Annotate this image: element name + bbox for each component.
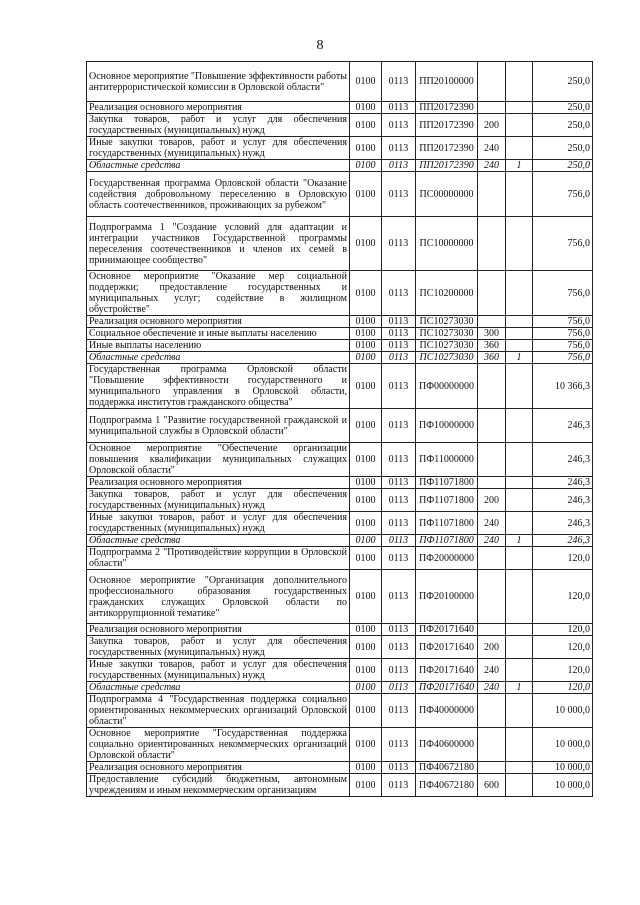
row-source-code [506, 316, 533, 328]
row-amount: 250,0 [533, 62, 593, 102]
row-pr-code: 0113 [382, 636, 416, 659]
row-name: Областные средства [87, 682, 350, 694]
row-name: Подпрограмма 1 "Создание условий для адаптации и интеграции участников Государственной программы переселения соотечественников и членов их семей в принимающее сообщество" [87, 217, 350, 271]
row-name: Областные средства [87, 160, 350, 172]
row-rz-code: 0100 [350, 217, 382, 271]
row-amount: 246,3 [533, 535, 593, 547]
table-row [87, 659, 593, 682]
row-amount: 250,0 [533, 160, 593, 172]
row-vr-code: 360 [478, 352, 506, 364]
row-vr-code: 240 [478, 137, 506, 160]
row-amount: 120,0 [533, 682, 593, 694]
row-csr-code: ПП20172390 [416, 114, 478, 137]
row-name: Иные закупки товаров, работ и услуг для обеспечения государственных (муниципальных) нужд [87, 659, 350, 682]
row-source-code [506, 512, 533, 535]
row-pr-code: 0113 [382, 512, 416, 535]
row-csr-code: ПС00000000 [416, 172, 478, 217]
row-pr-code: 0113 [382, 409, 416, 443]
row-csr-code: ПП20172390 [416, 102, 478, 114]
table-row [87, 160, 593, 172]
row-name: Государственная программа Орловской области "Повышение эффективности государственного и муниципального управления в Орловской области, поддержка институтов гражданского общества" [87, 364, 350, 409]
table-row [87, 217, 593, 271]
row-name: Основное мероприятие "Оказание мер социальной поддержки; предоставление государственных и муниципальных услуг; содействие в жилищном обустройстве" [87, 271, 350, 316]
table-row [87, 364, 593, 409]
table-row [87, 774, 593, 797]
row-pr-code: 0113 [382, 328, 416, 340]
row-vr-code [478, 271, 506, 316]
row-csr-code: ПС10273030 [416, 352, 478, 364]
row-rz-code: 0100 [350, 328, 382, 340]
table-row [87, 535, 593, 547]
row-source-code [506, 409, 533, 443]
row-amount: 120,0 [533, 624, 593, 636]
page-number: 8 [316, 38, 324, 53]
budget-table [86, 61, 593, 797]
row-pr-code: 0113 [382, 102, 416, 114]
row-name: Подпрограмма 4 "Государственная поддержка социально ориентированных некоммерческих организаций Орловской области" [87, 694, 350, 728]
row-vr-code [478, 694, 506, 728]
row-vr-code [478, 477, 506, 489]
row-amount: 756,0 [533, 271, 593, 316]
row-rz-code: 0100 [350, 137, 382, 160]
row-csr-code: ПФ20100000 [416, 570, 478, 624]
table-row [87, 114, 593, 137]
row-vr-code: 360 [478, 340, 506, 352]
row-pr-code: 0113 [382, 762, 416, 774]
row-pr-code: 0113 [382, 340, 416, 352]
row-vr-code [478, 762, 506, 774]
row-csr-code: ПФ20171640 [416, 682, 478, 694]
row-rz-code: 0100 [350, 694, 382, 728]
row-vr-code: 240 [478, 160, 506, 172]
row-pr-code: 0113 [382, 624, 416, 636]
row-vr-code [478, 62, 506, 102]
row-amount: 10 000,0 [533, 762, 593, 774]
row-name: Социальное обеспечение и иные выплаты населению [87, 328, 350, 340]
row-vr-code [478, 172, 506, 217]
row-pr-code: 0113 [382, 160, 416, 172]
row-pr-code: 0113 [382, 659, 416, 682]
row-pr-code: 0113 [382, 217, 416, 271]
table-row [87, 352, 593, 364]
row-amount: 246,3 [533, 512, 593, 535]
table-row [87, 624, 593, 636]
row-amount: 10 000,0 [533, 774, 593, 797]
row-csr-code: ПФ11071800 [416, 535, 478, 547]
row-csr-code: ПФ20171640 [416, 636, 478, 659]
row-rz-code: 0100 [350, 172, 382, 217]
table-row [87, 762, 593, 774]
row-rz-code: 0100 [350, 364, 382, 409]
row-rz-code: 0100 [350, 547, 382, 570]
row-source-code [506, 547, 533, 570]
row-rz-code: 0100 [350, 728, 382, 762]
table-row [87, 489, 593, 512]
row-amount: 120,0 [533, 659, 593, 682]
row-rz-code: 0100 [350, 762, 382, 774]
row-source-code [506, 328, 533, 340]
row-name: Основное мероприятие "Обеспечение организации повышения квалификации муниципальных служащих Орловской области" [87, 443, 350, 477]
row-vr-code [478, 443, 506, 477]
row-csr-code: ПФ40600000 [416, 728, 478, 762]
row-vr-code [478, 102, 506, 114]
row-source-code [506, 728, 533, 762]
row-csr-code: ПС10000000 [416, 217, 478, 271]
row-amount: 756,0 [533, 352, 593, 364]
row-rz-code: 0100 [350, 636, 382, 659]
row-csr-code: ПФ00000000 [416, 364, 478, 409]
row-name: Основное мероприятие "Организация дополнительного профессионального образования государственных гражданских служащих Орловской области по антикоррупционной тематике" [87, 570, 350, 624]
row-name: Иные закупки товаров, работ и услуг для обеспечения государственных (муниципальных) нужд [87, 137, 350, 160]
row-source-code [506, 659, 533, 682]
row-name: Основное мероприятие "Повышение эффективности работы антитеррористической комиссии в Орловской области" [87, 62, 350, 102]
row-rz-code: 0100 [350, 102, 382, 114]
row-rz-code: 0100 [350, 316, 382, 328]
row-csr-code: ПФ20171640 [416, 624, 478, 636]
row-vr-code [478, 364, 506, 409]
row-name: Основное мероприятие "Государственная поддержка социально ориентированных некоммерческих организаций Орловской области" [87, 728, 350, 762]
row-amount: 756,0 [533, 172, 593, 217]
row-vr-code: 200 [478, 489, 506, 512]
row-source-code [506, 762, 533, 774]
table-row [87, 477, 593, 489]
row-amount: 756,0 [533, 328, 593, 340]
row-name: Реализация основного мероприятия [87, 477, 350, 489]
table-row [87, 102, 593, 114]
row-rz-code: 0100 [350, 477, 382, 489]
row-pr-code: 0113 [382, 137, 416, 160]
row-vr-code [478, 728, 506, 762]
table-row [87, 570, 593, 624]
row-rz-code: 0100 [350, 512, 382, 535]
row-vr-code: 240 [478, 512, 506, 535]
row-pr-code: 0113 [382, 570, 416, 624]
row-vr-code [478, 570, 506, 624]
row-name: Реализация основного мероприятия [87, 624, 350, 636]
table-row [87, 694, 593, 728]
table-row [87, 137, 593, 160]
budget-table-body [87, 62, 593, 797]
table-row [87, 172, 593, 217]
row-source-code [506, 271, 533, 316]
table-row [87, 728, 593, 762]
row-source-code [506, 694, 533, 728]
row-amount: 756,0 [533, 316, 593, 328]
row-csr-code: ПФ40672180 [416, 762, 478, 774]
row-pr-code: 0113 [382, 489, 416, 512]
row-csr-code: ПФ20171640 [416, 659, 478, 682]
row-pr-code: 0113 [382, 114, 416, 137]
row-rz-code: 0100 [350, 535, 382, 547]
row-name: Подпрограмма 2 "Противодействие коррупции в Орловской области" [87, 547, 350, 570]
row-pr-code: 0113 [382, 547, 416, 570]
row-pr-code: 0113 [382, 682, 416, 694]
row-source-code [506, 62, 533, 102]
row-csr-code: ПФ20000000 [416, 547, 478, 570]
table-row [87, 409, 593, 443]
row-amount: 246,3 [533, 409, 593, 443]
row-name: Предоставление субсидий бюджетным, автономным учреждениям и иным некоммерческим организациям [87, 774, 350, 797]
table-row [87, 682, 593, 694]
row-rz-code: 0100 [350, 570, 382, 624]
row-name: Подпрограмма 1 "Развитие государственной гражданской и муниципальной службы в Орловской области" [87, 409, 350, 443]
row-vr-code: 200 [478, 636, 506, 659]
row-amount: 10 000,0 [533, 728, 593, 762]
row-source-code [506, 443, 533, 477]
row-csr-code: ПС10273030 [416, 328, 478, 340]
row-vr-code: 240 [478, 535, 506, 547]
row-name: Реализация основного мероприятия [87, 316, 350, 328]
row-vr-code [478, 316, 506, 328]
row-csr-code: ПФ11071800 [416, 512, 478, 535]
row-source-code [506, 217, 533, 271]
row-csr-code: ПП20172390 [416, 160, 478, 172]
row-csr-code: ПП20100000 [416, 62, 478, 102]
row-amount: 756,0 [533, 340, 593, 352]
row-name: Реализация основного мероприятия [87, 762, 350, 774]
table-row [87, 547, 593, 570]
row-amount: 756,0 [533, 217, 593, 271]
row-source-code: 1 [506, 160, 533, 172]
row-rz-code: 0100 [350, 443, 382, 477]
row-rz-code: 0100 [350, 774, 382, 797]
row-amount: 246,3 [533, 489, 593, 512]
row-amount: 120,0 [533, 547, 593, 570]
row-csr-code: ПФ11071800 [416, 489, 478, 512]
row-csr-code: ПС10200000 [416, 271, 478, 316]
table-row [87, 271, 593, 316]
row-pr-code: 0113 [382, 728, 416, 762]
table-row [87, 443, 593, 477]
row-amount: 250,0 [533, 137, 593, 160]
row-source-code: 1 [506, 535, 533, 547]
row-amount: 10 366,3 [533, 364, 593, 409]
row-source-code [506, 102, 533, 114]
row-name: Иные выплаты населению [87, 340, 350, 352]
table-row [87, 636, 593, 659]
row-name: Областные средства [87, 352, 350, 364]
row-rz-code: 0100 [350, 160, 382, 172]
row-pr-code: 0113 [382, 694, 416, 728]
row-csr-code: ПС10273030 [416, 316, 478, 328]
row-source-code [506, 624, 533, 636]
row-name: Закупка товаров, работ и услуг для обеспечения государственных (муниципальных) нужд [87, 489, 350, 512]
row-source-code [506, 477, 533, 489]
row-name: Государственная программа Орловской области "Оказание содействия добровольному переселению в Орловскую область соотечественников, проживающих за рубежом" [87, 172, 350, 217]
row-amount: 246,3 [533, 443, 593, 477]
row-name: Закупка товаров, работ и услуг для обеспечения государственных (муниципальных) нужд [87, 114, 350, 137]
row-rz-code: 0100 [350, 340, 382, 352]
row-source-code [506, 489, 533, 512]
row-name: Реализация основного мероприятия [87, 102, 350, 114]
row-csr-code: ПФ10000000 [416, 409, 478, 443]
row-vr-code: 300 [478, 328, 506, 340]
row-vr-code [478, 624, 506, 636]
row-name: Иные закупки товаров, работ и услуг для обеспечения государственных (муниципальных) нужд [87, 512, 350, 535]
row-pr-code: 0113 [382, 477, 416, 489]
row-pr-code: 0113 [382, 774, 416, 797]
row-rz-code: 0100 [350, 409, 382, 443]
row-amount: 120,0 [533, 570, 593, 624]
row-pr-code: 0113 [382, 172, 416, 217]
row-source-code [506, 172, 533, 217]
row-vr-code: 240 [478, 682, 506, 694]
row-vr-code: 600 [478, 774, 506, 797]
row-vr-code: 240 [478, 659, 506, 682]
row-csr-code: ПФ11000000 [416, 443, 478, 477]
row-amount: 120,0 [533, 636, 593, 659]
row-source-code [506, 114, 533, 137]
row-amount: 250,0 [533, 102, 593, 114]
row-source-code: 1 [506, 352, 533, 364]
row-pr-code: 0113 [382, 364, 416, 409]
row-vr-code [478, 547, 506, 570]
row-rz-code: 0100 [350, 62, 382, 102]
table-row [87, 512, 593, 535]
table-row [87, 62, 593, 102]
row-pr-code: 0113 [382, 62, 416, 102]
table-row [87, 316, 593, 328]
row-amount: 250,0 [533, 114, 593, 137]
row-pr-code: 0113 [382, 535, 416, 547]
row-source-code [506, 137, 533, 160]
row-vr-code [478, 217, 506, 271]
table-row [87, 328, 593, 340]
row-rz-code: 0100 [350, 489, 382, 512]
row-source-code [506, 340, 533, 352]
row-source-code [506, 364, 533, 409]
row-source-code [506, 636, 533, 659]
row-vr-code: 200 [478, 114, 506, 137]
row-pr-code: 0113 [382, 352, 416, 364]
row-amount: 10 000,0 [533, 694, 593, 728]
row-pr-code: 0113 [382, 271, 416, 316]
row-vr-code [478, 409, 506, 443]
row-rz-code: 0100 [350, 352, 382, 364]
row-rz-code: 0100 [350, 624, 382, 636]
row-rz-code: 0100 [350, 659, 382, 682]
row-csr-code: ПФ40672180 [416, 774, 478, 797]
row-rz-code: 0100 [350, 271, 382, 316]
row-csr-code: ПП20172390 [416, 137, 478, 160]
row-rz-code: 0100 [350, 114, 382, 137]
row-pr-code: 0113 [382, 443, 416, 477]
table-row [87, 340, 593, 352]
row-pr-code: 0113 [382, 316, 416, 328]
row-source-code [506, 774, 533, 797]
row-amount: 246,3 [533, 477, 593, 489]
row-source-code: 1 [506, 682, 533, 694]
row-name: Областные средства [87, 535, 350, 547]
row-csr-code: ПФ40000000 [416, 694, 478, 728]
row-rz-code: 0100 [350, 682, 382, 694]
row-name: Закупка товаров, работ и услуг для обеспечения государственных (муниципальных) нужд [87, 636, 350, 659]
row-source-code [506, 570, 533, 624]
row-csr-code: ПФ11071800 [416, 477, 478, 489]
row-csr-code: ПС10273030 [416, 340, 478, 352]
